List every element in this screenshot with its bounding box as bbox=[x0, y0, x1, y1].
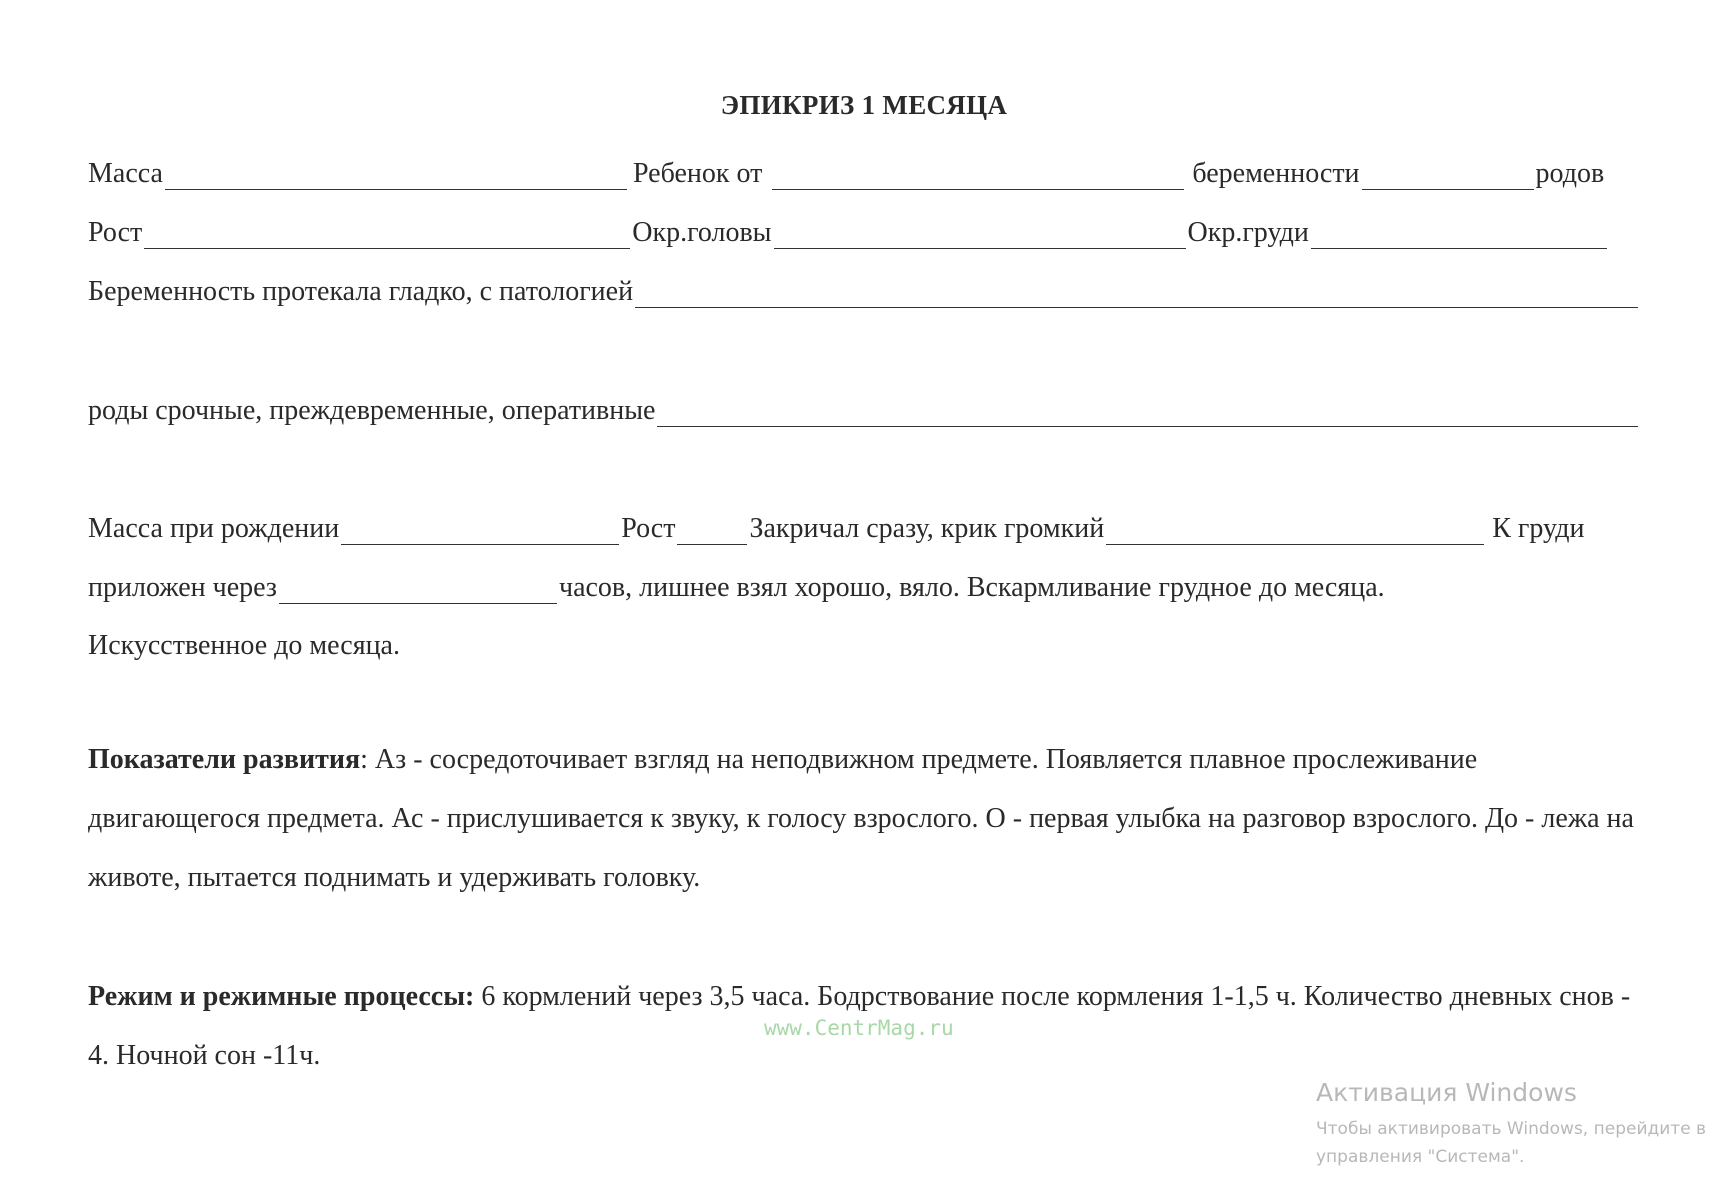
child-from-blank[interactable] bbox=[772, 163, 1184, 190]
height-blank[interactable] bbox=[144, 222, 630, 249]
mass-blank[interactable] bbox=[165, 163, 627, 190]
height-label: Рост bbox=[88, 217, 143, 248]
windows-activation-title: Активация Windows bbox=[1316, 1078, 1577, 1107]
birth-type-blank[interactable] bbox=[657, 400, 1638, 427]
artificial-text: Искусственное до месяца. bbox=[88, 630, 400, 661]
birth-mass-blank[interactable] bbox=[341, 518, 619, 545]
chest-circ-blank[interactable] bbox=[1311, 222, 1607, 249]
row-height-circumference bbox=[88, 209, 1640, 249]
chest-circ-label: Окр.груди bbox=[1187, 217, 1309, 248]
births-label: родов bbox=[1535, 158, 1605, 189]
pregnancy-course-label: Беременность протекала гладко, с патологией bbox=[88, 276, 634, 307]
development-label: Показатели развития bbox=[88, 744, 361, 775]
birth-height-blank[interactable] bbox=[677, 518, 747, 545]
head-circ-blank[interactable] bbox=[774, 222, 1186, 249]
row-birth-details bbox=[88, 505, 1640, 545]
head-circ-label: Окр.головы bbox=[632, 217, 772, 248]
child-from-label: Ребенок от bbox=[632, 158, 763, 189]
cried-label: Закричал сразу, крик громкий bbox=[749, 513, 1105, 544]
pregnancy-label: беременности bbox=[1192, 158, 1360, 189]
pregnancy-count-blank[interactable] bbox=[1362, 163, 1534, 190]
attached-label: приложен через bbox=[88, 572, 277, 603]
regime-text: 6 кормлений через 3,5 часа. Бодрствование после кормления 1-1,5 ч. Количество дневных снов - 4. Ночной сон -11ч. bbox=[88, 981, 1631, 1071]
birth-height-label: Рост bbox=[621, 513, 676, 544]
row-artificial bbox=[88, 622, 1640, 662]
pregnancy-course-blank[interactable] bbox=[635, 281, 1638, 308]
row-birth-type bbox=[88, 387, 1640, 427]
regime-label: Режим и режимные процессы: bbox=[88, 981, 475, 1012]
attached-hours-blank[interactable] bbox=[279, 577, 557, 604]
mass-label: Масса bbox=[88, 158, 163, 189]
birth-type-label: роды срочные, преждевременные, оперативные bbox=[88, 395, 656, 426]
hours-text: часов, лишнее взял хорошо, вяло. Вскармливание грудное до месяца. bbox=[558, 572, 1385, 603]
windows-activation-watermark bbox=[1316, 1078, 1706, 1171]
development-paragraph bbox=[88, 730, 1648, 907]
cried-blank[interactable] bbox=[1106, 518, 1484, 545]
windows-activation-line2: управления "Система". bbox=[1316, 1147, 1525, 1167]
breast-label: К груди bbox=[1492, 513, 1585, 544]
development-text: : Аз - сосредоточивает взгляд на неподвижном предмете. Появляется плавное прослеживание двигающегося предмета. Ас - прислушивается к звуку, к голосу взрослого. О - первая улыбка на разговор взрослого. До - лежа на животе, пытается поднимать и удерживать головку. bbox=[88, 744, 1634, 893]
document-title: ЭПИКРИЗ 1 МЕСЯЦА bbox=[720, 90, 1008, 120]
row-pregnancy-course bbox=[88, 268, 1640, 308]
windows-activation-line1: Чтобы активировать Windows, перейдите в bbox=[1316, 1119, 1707, 1139]
birth-mass-label: Масса при рождении bbox=[88, 513, 340, 544]
row-mass-child bbox=[88, 150, 1640, 190]
row-attached bbox=[88, 564, 1640, 604]
site-watermark: www.CentrMag.ru bbox=[764, 1016, 954, 1040]
